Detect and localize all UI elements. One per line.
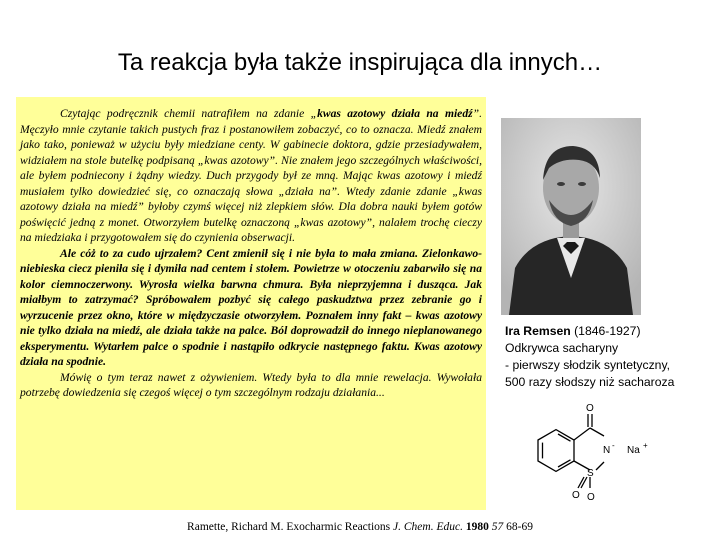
oxygen-top: O xyxy=(586,403,594,414)
quote-box xyxy=(16,97,486,510)
nitrogen-charge: - xyxy=(612,441,615,450)
quote-p1-bold: kwas azotowy działa na miedź xyxy=(317,107,473,120)
caption-years: (1846-1927) xyxy=(570,324,641,338)
citation-journal: J. Chem. Educ. xyxy=(393,521,463,533)
quote-paragraph-3: Mówię o tym teraz nawet z ożywieniem. Wtedy była to dla mnie rewelacja. Wywołała potrzebę dowiedzenia się czegoś więcej o tym szczególnym rodzaju działania... xyxy=(20,370,482,399)
nitrogen-label: N xyxy=(603,445,611,456)
sodium-label: Na xyxy=(627,445,640,456)
quote-p1-start: Czytając podręcznik chemii natrafiłem na zdanie „ xyxy=(60,107,318,120)
citation xyxy=(0,520,720,534)
caption-line-1 xyxy=(505,323,715,340)
caption-line-3: - pierwszy słodzik syntetyczny, xyxy=(505,358,671,372)
caption-line-2: Odkrywca sacharyny xyxy=(505,341,619,355)
caption xyxy=(505,323,715,391)
saccharin-structure xyxy=(528,396,698,508)
caption-line-4: 500 razy słodszy niż sacharoza xyxy=(505,375,675,389)
citation-pages: 68-69 xyxy=(506,521,533,533)
quote-paragraph-2: Ale cóż to za cudo ujrzałem? Cent zmienił się i nie była to mała zmiana. Zielonkawo-niebieska ciecz pieniła się i dymiła nad centem i stołem. Powietrze w otoczeniu zabarwiło się na kolor ciemnoczerwony. Wyrosła wielka barwna chmura. Była nieprzyjemna i dusząca. Jak miałbym to zatrzymać? Spróbowałem pozbyć się całego paskudztwa przez zebranie go i wyrzucenie przez okno, które w międzyczasie otworzyłem. Poznałem inny fakt – kwas azotowy nie tylko działa na miedź, ale działa także na palce. Ból doprowadził do innego nieplanowanego eksperymentu. Wytarłem palce o spodnie i nastąpiło odkrycie następnego faktu. Kwas azotowy działa na spodnie. xyxy=(20,246,482,368)
caption-name: Ira Remsen xyxy=(505,324,571,338)
sodium-charge: + xyxy=(643,441,648,450)
oxygen-bottom-left: O xyxy=(572,490,580,501)
slide-title: Ta reakcja była także inspirująca dla innych… xyxy=(117,49,603,76)
quote-p1-rest: ”. Męczyło mnie czytanie takich pustych fraz i postanowiłem zobaczyć, co to oznacza. Miedź znałem jako tako, ponieważ w użyciu były miedziane centy. W gabinecie doktora, gdzie przesiadywałem, widziałem na stole butelkę podpisaną „kwas azotowy”. Nie znałem jego szczególnych właściwości, ale byłem podniecony i żądny wiedzy. Duch przygody był ze mną. Mając kwas azotowy i miedź musiałem tylko dowiedzieć się, co oznaczają słowa „działa na”. Wtedy zdanie zdanie „kwas azotowy działa na miedź” byłoby czymś więcej niż zlepkiem słów. Dla dobra nauki byłem gotów poświęcić jedną z monet. Otworzyłem butelkę oznaczoną „kwas azotowy”, nalałem trochę cieczy na miedziaka i przygotowałem się do czynienia obserwacji. xyxy=(20,107,482,244)
oxygen-bottom-right: O xyxy=(587,492,595,503)
citation-authors: Ramette, Richard M. Exocharmic Reactions xyxy=(187,521,391,533)
portrait-photo xyxy=(501,118,641,315)
structure-bonds xyxy=(538,414,604,488)
citation-year: 1980 xyxy=(465,521,489,533)
sulfur-label: S xyxy=(587,468,594,479)
citation-volume: 57 xyxy=(491,521,504,533)
quote-paragraph-1 xyxy=(20,106,482,246)
portrait-image xyxy=(501,118,641,315)
